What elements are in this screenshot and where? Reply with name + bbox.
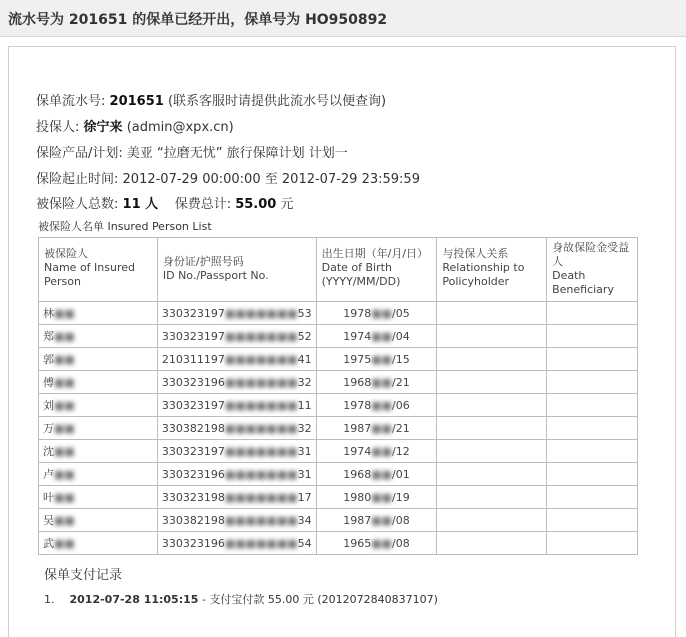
- holder-label: 投保人:: [36, 120, 80, 135]
- serial-value: 201651: [109, 94, 164, 109]
- payment-datetime: 2012-07-28 11:05:15: [69, 593, 199, 606]
- dob-end: /08: [392, 513, 410, 527]
- premium-unit: 元: [280, 197, 294, 212]
- col-header-rel-en: Relationship to Policyholder: [442, 261, 525, 288]
- dob-start: 1975: [343, 352, 372, 366]
- relationship-cell: [437, 509, 547, 532]
- insured-id-cell: [157, 325, 316, 348]
- insured-name-cell: [39, 302, 158, 325]
- serial-line: [36, 90, 386, 109]
- col-header-dob-cn: 出生日期（年/月/日）: [321, 247, 429, 260]
- id-redaction: ■■■■■■■: [224, 421, 298, 435]
- id-start: 330323196: [161, 375, 225, 389]
- beneficiary-cell: [547, 302, 638, 325]
- insured-dob-cell: [316, 440, 437, 463]
- insured-name: 万: [43, 422, 54, 435]
- insured-dob-cell: [316, 325, 437, 348]
- table-row: [39, 509, 638, 532]
- product-line: [36, 142, 348, 161]
- dob-redaction: ■■: [371, 421, 393, 435]
- relationship-cell: [437, 532, 547, 555]
- id-end: 41: [297, 352, 312, 366]
- name-redaction: ■■: [54, 376, 75, 389]
- dob-start: 1980: [343, 490, 372, 504]
- table-row: [39, 325, 638, 348]
- dob-start: 1968: [343, 375, 372, 389]
- id-redaction: ■■■■■■■: [224, 398, 298, 412]
- name-redaction: ■■: [54, 399, 75, 412]
- beneficiary-cell: [547, 417, 638, 440]
- relationship-cell: [437, 440, 547, 463]
- insured-name-cell: [39, 486, 158, 509]
- id-redaction: ■■■■■■■: [224, 467, 298, 481]
- dob-end: /01: [392, 467, 410, 481]
- insured-table: [38, 237, 638, 555]
- id-end: 53: [297, 306, 312, 320]
- name-redaction: ■■: [54, 491, 75, 504]
- count-line: [36, 193, 294, 212]
- col-header-ben-en: Death Beneficiary: [552, 269, 614, 296]
- beneficiary-cell: [547, 532, 638, 555]
- id-redaction: ■■■■■■■: [224, 513, 298, 527]
- relationship-cell: [437, 302, 547, 325]
- relationship-cell: [437, 394, 547, 417]
- id-end: 17: [297, 490, 312, 504]
- insured-id-cell: [157, 509, 316, 532]
- payment-desc: - 支付宝付款: [201, 593, 265, 606]
- insured-dob-cell: [316, 348, 437, 371]
- id-redaction: ■■■■■■■: [224, 329, 298, 343]
- insured-name-cell: [39, 325, 158, 348]
- period-label: 保险起止时间:: [36, 172, 119, 187]
- id-end: 11: [297, 398, 312, 412]
- col-header-beneficiary: [547, 238, 638, 302]
- insured-id-cell: [157, 486, 316, 509]
- col-header-dob: [316, 238, 437, 302]
- dob-start: 1974: [343, 444, 372, 458]
- id-redaction: ■■■■■■■: [224, 444, 298, 458]
- insured-id-cell: [157, 417, 316, 440]
- id-start: 330382198: [161, 513, 225, 527]
- dob-start: 1978: [343, 306, 372, 320]
- id-end: 32: [297, 375, 312, 389]
- insured-name: 傅: [43, 376, 54, 389]
- beneficiary-cell: [547, 348, 638, 371]
- page-title: 流水号为 201651 的保单已经开出，保单号为 HO950892: [8, 12, 388, 28]
- premium-label: 保费总计:: [174, 197, 232, 212]
- insured-name-cell: [39, 348, 158, 371]
- table-row: [39, 440, 638, 463]
- id-start: 330323196: [161, 467, 225, 481]
- beneficiary-cell: [547, 486, 638, 509]
- dob-end: /15: [392, 352, 410, 366]
- insured-id-cell: [157, 440, 316, 463]
- dob-redaction: ■■: [371, 490, 393, 504]
- insured-name-cell: [39, 463, 158, 486]
- col-header-rel-cn: 与投保人关系: [442, 247, 509, 260]
- name-redaction: ■■: [54, 445, 75, 458]
- id-end: 32: [297, 421, 312, 435]
- insured-dob-cell: [316, 532, 437, 555]
- insured-name-cell: [39, 440, 158, 463]
- id-start: 330323196: [161, 536, 225, 550]
- name-redaction: ■■: [54, 514, 75, 527]
- insured-id-cell: [157, 371, 316, 394]
- period-end: 2012-07-29 23:59:59: [281, 172, 420, 187]
- dob-end: /21: [392, 375, 410, 389]
- insured-id-cell: [157, 463, 316, 486]
- dob-end: /06: [392, 398, 410, 412]
- dob-redaction: ■■: [371, 352, 393, 366]
- insured-dob-cell: [316, 486, 437, 509]
- dob-redaction: ■■: [371, 329, 393, 343]
- count-value: 11 人: [122, 197, 159, 212]
- id-start: 210311197: [161, 352, 225, 366]
- dob-start: 1974: [343, 329, 372, 343]
- insured-id-cell: [157, 394, 316, 417]
- col-header-ben-cn: 身故保险金受益人: [552, 241, 630, 268]
- relationship-cell: [437, 348, 547, 371]
- dob-start: 1987: [343, 513, 372, 527]
- dob-end: /21: [392, 421, 410, 435]
- id-redaction: ■■■■■■■: [224, 490, 298, 504]
- insured-name-cell: [39, 509, 158, 532]
- table-row: [39, 302, 638, 325]
- insured-name: 吴: [43, 514, 54, 527]
- dob-start: 1978: [343, 398, 372, 412]
- serial-label: 保单流水号:: [36, 94, 106, 109]
- beneficiary-cell: [547, 394, 638, 417]
- table-row: [39, 348, 638, 371]
- count-label: 被保险人总数:: [36, 197, 119, 212]
- relationship-cell: [437, 325, 547, 348]
- dob-end: /05: [392, 306, 410, 320]
- id-start: 330323197: [161, 398, 225, 412]
- holder-line: [36, 116, 234, 135]
- dob-end: /19: [392, 490, 410, 504]
- id-redaction: ■■■■■■■: [224, 375, 298, 389]
- id-start: 330323197: [161, 329, 225, 343]
- beneficiary-cell: [547, 371, 638, 394]
- name-redaction: ■■: [54, 353, 75, 366]
- col-header-dob-en: Date of Birth (YYYY/MM/DD): [321, 261, 401, 288]
- id-redaction: ■■■■■■■: [224, 352, 298, 366]
- insured-name: 刘: [43, 399, 54, 412]
- beneficiary-cell: [547, 509, 638, 532]
- insured-table-body: [39, 302, 638, 555]
- insured-name: 沈: [43, 445, 54, 458]
- id-redaction: ■■■■■■■: [224, 536, 298, 550]
- id-end: 52: [297, 329, 312, 343]
- insured-dob-cell: [316, 394, 437, 417]
- payment-amount: 55.00 元: [267, 593, 314, 606]
- insured-dob-cell: [316, 463, 437, 486]
- payment-index: 1.: [44, 593, 55, 606]
- payment-ref: (2012072840837107): [317, 593, 438, 606]
- id-end: 31: [297, 444, 312, 458]
- period-start: 2012-07-29 00:00:00: [122, 172, 261, 187]
- beneficiary-cell: [547, 463, 638, 486]
- insured-name: 林: [43, 307, 54, 320]
- id-start: 330323198: [161, 490, 225, 504]
- name-redaction: ■■: [54, 330, 75, 343]
- name-redaction: ■■: [54, 468, 75, 481]
- dob-redaction: ■■: [371, 398, 393, 412]
- dob-end: /04: [392, 329, 410, 343]
- dob-end: /12: [392, 444, 410, 458]
- name-redaction: ■■: [54, 537, 75, 550]
- table-row: [39, 371, 638, 394]
- dob-end: /08: [392, 536, 410, 550]
- insured-id-cell: [157, 348, 316, 371]
- insured-id-cell: [157, 532, 316, 555]
- payment-record: [44, 591, 438, 607]
- dob-redaction: ■■: [371, 467, 393, 481]
- table-row: [39, 417, 638, 440]
- id-end: 54: [297, 536, 312, 550]
- col-header-id-cn: 身份证/护照号码: [162, 255, 244, 268]
- table-row: [39, 463, 638, 486]
- col-header-relationship: [437, 238, 547, 302]
- name-redaction: ■■: [54, 422, 75, 435]
- insured-dob-cell: [316, 417, 437, 440]
- table-row: [39, 532, 638, 555]
- insured-name-cell: [39, 417, 158, 440]
- holder-name: 徐宁来: [83, 120, 123, 135]
- insured-name-cell: [39, 394, 158, 417]
- insured-name: 武: [43, 537, 54, 550]
- dob-start: 1987: [343, 421, 372, 435]
- insured-dob-cell: [316, 371, 437, 394]
- dob-redaction: ■■: [371, 306, 393, 320]
- col-header-id: [157, 238, 316, 302]
- id-end: 34: [297, 513, 312, 527]
- beneficiary-cell: [547, 440, 638, 463]
- id-start: 330382198: [161, 421, 225, 435]
- col-header-id-en: ID No./Passport No.: [162, 269, 269, 282]
- insured-id-cell: [157, 302, 316, 325]
- dob-redaction: ■■: [371, 444, 393, 458]
- relationship-cell: [437, 371, 547, 394]
- id-start: 330323197: [161, 444, 225, 458]
- insured-name: 郑: [43, 330, 54, 343]
- dob-redaction: ■■: [371, 513, 393, 527]
- holder-email: (admin@xpx.cn): [126, 120, 234, 135]
- insured-dob-cell: [316, 302, 437, 325]
- serial-note: (联系客服时请提供此流水号以便查询): [167, 94, 387, 109]
- period-to: 至: [264, 172, 278, 187]
- beneficiary-cell: [547, 325, 638, 348]
- col-header-name: [39, 238, 158, 302]
- insured-name-cell: [39, 532, 158, 555]
- id-end: 31: [297, 467, 312, 481]
- insured-name: 卢: [43, 468, 54, 481]
- id-start: 330323197: [161, 306, 225, 320]
- relationship-cell: [437, 417, 547, 440]
- dob-redaction: ■■: [371, 375, 393, 389]
- insured-name-cell: [39, 371, 158, 394]
- table-row: [39, 486, 638, 509]
- insured-name: 叶: [43, 491, 54, 504]
- relationship-cell: [437, 463, 547, 486]
- col-header-name-en: Name of Insured Person: [44, 261, 135, 288]
- insured-name: 郭: [43, 353, 54, 366]
- id-redaction: ■■■■■■■: [224, 306, 298, 320]
- premium-value: 55.00: [235, 197, 277, 212]
- name-redaction: ■■: [54, 307, 75, 320]
- table-row: [39, 394, 638, 417]
- dob-start: 1965: [343, 536, 372, 550]
- relationship-cell: [437, 486, 547, 509]
- product-value: 美亚 “拉磨无忧” 旅行保障计划 计划一: [126, 146, 348, 161]
- dob-start: 1968: [343, 467, 372, 481]
- period-line: [36, 168, 420, 187]
- insured-dob-cell: [316, 509, 437, 532]
- col-header-name-cn: 被保险人: [44, 247, 88, 260]
- payment-title: 保单支付记录: [44, 568, 123, 583]
- table-header-row: [39, 238, 638, 302]
- dob-redaction: ■■: [371, 536, 393, 550]
- title-bar: [0, 0, 686, 37]
- insured-list-caption: 被保险人名单 Insured Person List: [38, 220, 212, 233]
- product-label: 保险产品/计划:: [36, 146, 123, 161]
